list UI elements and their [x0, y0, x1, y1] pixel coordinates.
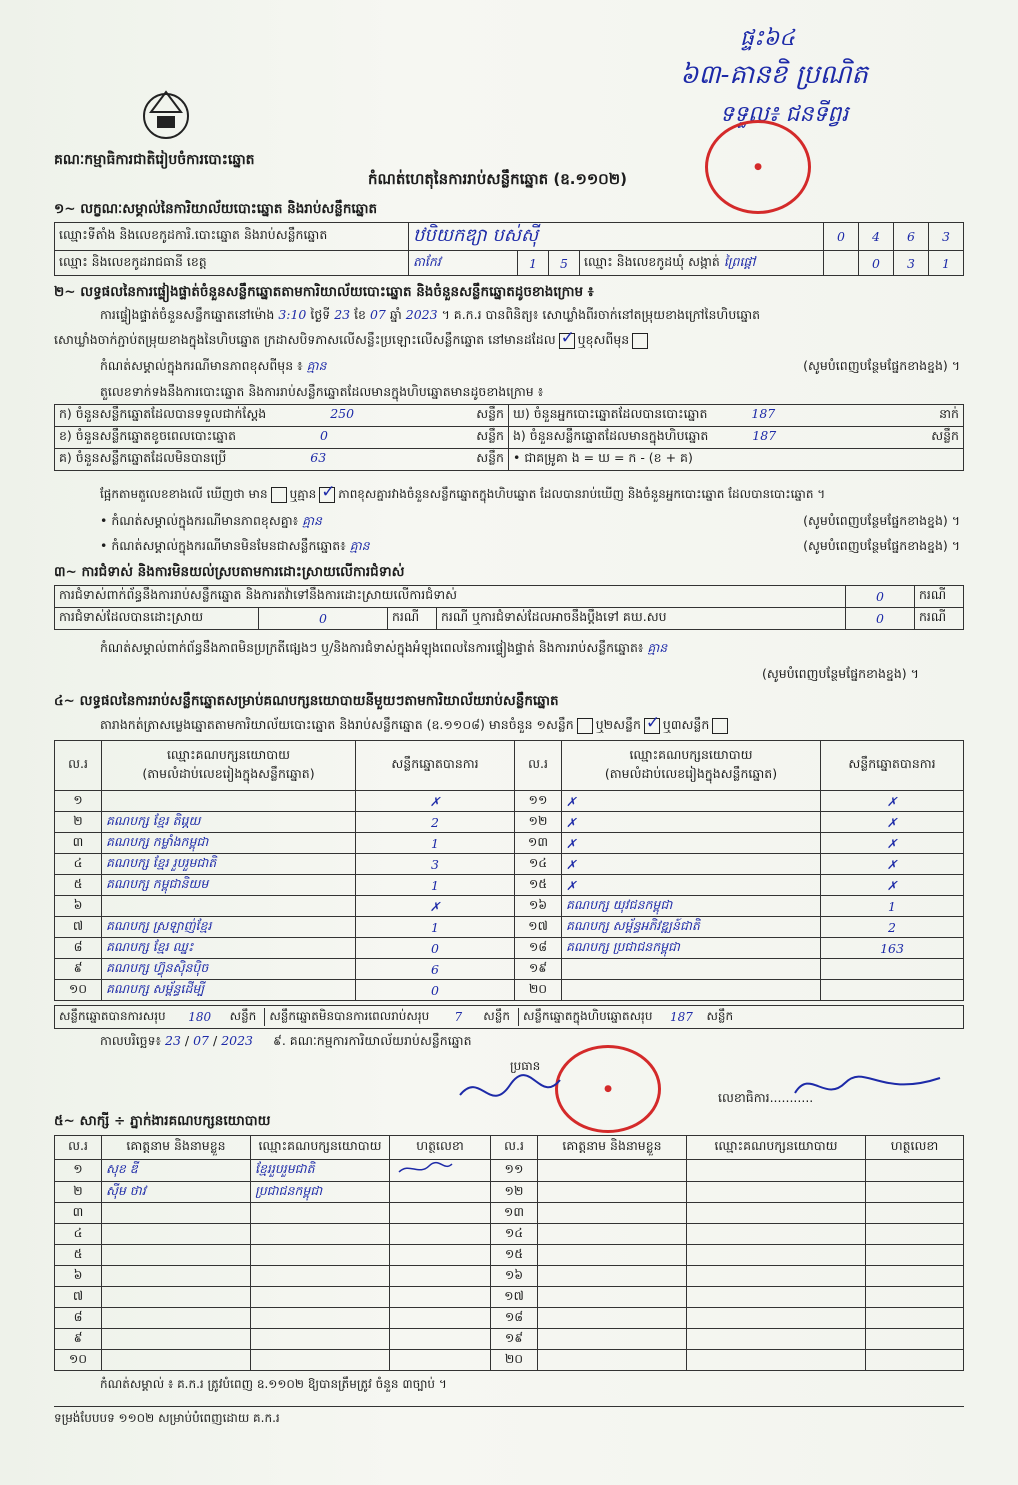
witness-name	[538, 1266, 687, 1287]
witness-row	[55, 1329, 964, 1350]
irregularity-note: កំណត់សម្គាល់ពាក់ព័ន្ធនឹងភាពមិនប្រក្រតីផ្សេងៗ ឬ/និងការជំទាស់ក្នុងអំឡុងពេលនៃការផ្ទៀងផ្ទាត់ និងការរាប់សន្លឹកឆ្នោត៖ គ្មាន	[100, 640, 668, 655]
received-value: 250	[330, 406, 355, 421]
witness-name	[538, 1182, 687, 1203]
witness-name	[102, 1308, 251, 1329]
two-sheets-checkbox[interactable]	[644, 718, 660, 734]
verify-year: 2023	[405, 307, 438, 322]
result-row	[55, 959, 964, 980]
witness-signature	[390, 1287, 491, 1308]
footer-rule	[54, 1406, 964, 1407]
row-number: ១១	[491, 1160, 538, 1182]
spoiled-value: 0	[320, 428, 328, 443]
row-number: ៩	[55, 959, 102, 980]
row-number: ១៧	[491, 1287, 538, 1308]
witness-party	[251, 1329, 390, 1350]
row-number: ២០	[515, 980, 562, 1001]
party-name: ✗	[562, 854, 821, 875]
row-number: ១០	[55, 1350, 102, 1371]
result-row	[55, 938, 964, 959]
witness-signature	[866, 1245, 964, 1266]
row-number: ១	[55, 791, 102, 812]
party-votes: 6	[356, 959, 515, 980]
section-3-title: ៣~ ការជំទាស់ និងការមិនយល់ស្របតាមការដោះស្រាយលើការជំទាស់	[54, 564, 405, 580]
fill-note: (សូមបំពេញបន្ថែមផ្នែកខាងខ្នង) ។	[762, 666, 919, 681]
footnote: កំណត់សម្គាល់ ៖ គ.ក.រ ត្រូវបំពេញ ឧ.១១០២ ឱ្យបានត្រឹមត្រូវ ចំនួន ៣ច្បាប់ ។	[100, 1377, 447, 1391]
party-name: ✗	[562, 791, 821, 812]
party-votes: 2	[821, 917, 964, 938]
station-label: ឈ្មោះទីតាំង និងលេខកូដការិ.បោះឆ្នោត និងរាប់សន្លឹកឆ្នោត	[55, 223, 409, 251]
province-label: ឈ្មោះ និងលេខកូដរាជធានី ខេត្ត	[55, 251, 409, 276]
code-digit: 0	[824, 223, 859, 251]
row-number: ១៥	[491, 1245, 538, 1266]
note-line-3: • កំណត់សម្គាល់ក្នុងករណីមានមិនមែនជាសន្លឹកឆ្នោត៖ គ្មាន (សូមបំពេញបន្ថែមផ្នែកខាងខ្នង) ។	[100, 538, 960, 553]
row-number: ២	[55, 1182, 102, 1203]
witness-name	[538, 1329, 687, 1350]
difference-no-checkbox[interactable]	[319, 487, 335, 503]
result-row	[55, 917, 964, 938]
witness-signature	[390, 1308, 491, 1329]
witness-row	[55, 1287, 964, 1308]
witness-party	[687, 1350, 866, 1371]
witness-party	[687, 1329, 866, 1350]
witness-signature	[390, 1160, 491, 1182]
row-number: ១៤	[515, 854, 562, 875]
row-number: ២	[55, 812, 102, 833]
result-row	[55, 791, 964, 812]
witness-party	[251, 1266, 390, 1287]
witness-party	[251, 1308, 390, 1329]
witness-party	[251, 1287, 390, 1308]
party-name: គណបក្ស សម្ព័ន្ធអភិវឌ្ឍន៍ជាតិ	[562, 917, 821, 938]
witness-name	[102, 1203, 251, 1224]
verify-time: 3:10	[278, 307, 307, 322]
witness-party	[687, 1182, 866, 1203]
verify-day: 23	[334, 307, 351, 322]
result-row	[55, 980, 964, 1001]
witness-signature	[866, 1203, 964, 1224]
row-number: ១៥	[515, 875, 562, 896]
party-name: គណបក្ស ហ៊្វុនស៊ិនប៉ិច	[102, 959, 356, 980]
witness-signature	[866, 1287, 964, 1308]
witness-signature	[390, 1203, 491, 1224]
section-5-title: ៥~ សាក្សី ÷ ភ្នាក់ងារគណបក្សនយោបាយ	[54, 1113, 271, 1129]
chair-label: ប្រធាន	[510, 1059, 541, 1073]
verify-line-2: សោឃ្លាំងចាក់ភ្ជាប់តម្រុយខាងក្នុងនៃហិបឆ្នោត ក្រដាសបិទភាសលើសន្លឹះប្រឡោះលើសន្លឹកឆ្នោត នៅមានដដែល✓ ឬខុសពីមុន	[54, 332, 651, 351]
witness-name	[102, 1245, 251, 1266]
party-votes: ✗	[356, 791, 515, 812]
row-number: ១	[55, 1160, 102, 1182]
voters-value: 187	[751, 406, 776, 421]
results-table: ល.រ ឈ្មោះគណបក្សនយោបាយ (តាមលំដាប់លេខរៀងក្នុងសន្លឹកឆ្នោត) សន្លឹកឆ្នោតបានការ ល.រ ឈ្មោះគណបក្សនយោបាយ (តាមលំដាប់លេខរៀងក្នុងសន្លឹកឆ្នោត) សន្លឹកឆ្នោតបានការ ១ ✗ ១១ ✗ ✗ ២ គណបក្ស ខ្មែរ តិរ្ភេយ 2 ១២ ✗ ✗ ៣ គណបក្ស កម្លាំងកម្ពុជា 1 ១៣ ✗ ✗ ៤ គណបក្ស ខ្មែរ រួបរួមជាតិ 3 ១៤ ✗ ✗ ៥ គណបក្ស កម្ពុជានិយម 1 ១៥ ✗ ✗ ៦ ✗ ១៦ គណបក្ស យុវជនកម្ពុជា 1 ៧ គណបក្ស ស្រឡាញ់ខ្មែរ 1 ១៧ គណបក្ស សម្ព័ន្ធអភិវឌ្ឍន៍ជាតិ 2 ៨ គណបក្ស ខ្មែរ ឈ្នះ 0 ១៨ គណបក្ស ប្រជាជនកម្ពុជា 163 ៩ គណបក្ស ហ៊្វុនស៊ិនប៉ិច 6 ១៩ ១០ គណបក្ស សម្ព័ន្ធដើម្បី 0 ២០	[54, 740, 964, 1001]
party-name: គណបក្ស ខ្មែរ ឈ្នះ	[102, 938, 356, 959]
party-name	[102, 896, 356, 917]
witness-party	[687, 1308, 866, 1329]
party-name: គណបក្ស កម្ពុជានិយម	[102, 875, 356, 896]
row-number: ១១	[515, 791, 562, 812]
party-votes: 1	[821, 896, 964, 917]
emblem-icon	[135, 82, 197, 142]
witness-party: ប្រជាជនកម្ពុជា	[251, 1182, 390, 1203]
party-votes: ✗	[821, 791, 964, 812]
witness-name	[102, 1266, 251, 1287]
hand-note-2: ៦៣-គានខិ ប្រណិត	[680, 60, 868, 90]
code-digit: 1	[518, 251, 549, 276]
party-votes: ✗	[821, 854, 964, 875]
page-title: កំណត់ហេតុនៃការរាប់សន្លឹកឆ្នោត (ឧ.១១០២)	[368, 170, 628, 188]
form-footer: ទម្រង់បែបបទ ១១០២ សម្រាប់បំពេញដោយ គ.ក.រ	[54, 1411, 280, 1425]
row-number: ៦	[55, 1266, 102, 1287]
witness-row	[55, 1160, 964, 1182]
witness-signature	[866, 1224, 964, 1245]
secretary-label: លេខាធិការ...........	[718, 1090, 814, 1105]
witness-name	[102, 1224, 251, 1245]
row-number: ១៦	[515, 896, 562, 917]
row-number: ១០	[55, 980, 102, 1001]
unused-value: 63	[310, 450, 327, 465]
row-number: ១៧	[515, 917, 562, 938]
party-name	[562, 959, 821, 980]
intact-checkbox[interactable]	[559, 333, 575, 349]
row-number: ១២	[515, 812, 562, 833]
row-number: ៥	[55, 1245, 102, 1266]
witness-signature	[866, 1160, 964, 1182]
party-votes: 3	[356, 854, 515, 875]
witness-signature	[866, 1182, 964, 1203]
row-number: ១២	[491, 1182, 538, 1203]
one-sheet-checkbox[interactable]	[577, 718, 593, 734]
code-digit: 5	[549, 251, 580, 276]
row-number: ៣	[55, 833, 102, 854]
party-name: គណបក្ស កម្លាំងកម្ពុជា	[102, 833, 356, 854]
witness-party	[251, 1350, 390, 1371]
province-value: តាកែវ	[409, 251, 518, 276]
station-value: ឋបិយកឌ្យា បស់ស៊ី	[409, 223, 824, 251]
witness-row	[55, 1308, 964, 1329]
row-number: ១៩	[491, 1329, 538, 1350]
witness-row	[55, 1245, 964, 1266]
chair-signature	[450, 1065, 570, 1125]
valid-total: 180	[188, 1010, 212, 1024]
commune-value: ព្រៃផ្ដៅ	[723, 253, 756, 269]
party-votes: 0	[356, 980, 515, 1001]
party-votes: 1	[356, 833, 515, 854]
row-number: ៣	[55, 1203, 102, 1224]
row-number: ៤	[55, 1224, 102, 1245]
note-line-1: កំណត់សម្គាល់ក្នុងករណីមានភាពខុសពីមុន ៖ គ្មាន (សូមបំពេញបន្ថែមផ្នែកខាងខ្នង) ។	[100, 358, 960, 373]
row-number: ១៨	[491, 1308, 538, 1329]
org-name: គណៈកម្មាធិការជាតិរៀបចំការបោះឆ្នោត	[54, 152, 255, 168]
party-name: គណបក្ស សម្ព័ន្ធដើម្បី	[102, 980, 356, 1001]
commune-label: ឈ្មោះ និងលេខកូដឃុំ សង្កាត់	[584, 253, 720, 269]
witness-party	[251, 1224, 390, 1245]
party-votes: 1	[356, 917, 515, 938]
witness-row	[55, 1350, 964, 1371]
party-votes: 1	[356, 875, 515, 896]
witness-name	[538, 1245, 687, 1266]
row-number: ៧	[55, 1287, 102, 1308]
box-total: 187	[670, 1010, 693, 1024]
party-name: គណបក្ស ខ្មែរ តិរ្ភេយ	[102, 812, 356, 833]
witness-name	[102, 1329, 251, 1350]
hand-note-3: ទទួល៖ ជនទីព្វរ	[720, 102, 849, 127]
result-row	[55, 896, 964, 917]
row-number: ៤	[55, 854, 102, 875]
hand-note-1: ផ្ទះ៦៤	[740, 26, 795, 51]
witness-party	[687, 1287, 866, 1308]
party-votes: 0	[356, 938, 515, 959]
witness-signature	[866, 1350, 964, 1371]
party-votes: ✗	[356, 896, 515, 917]
row-number: ២០	[491, 1350, 538, 1371]
party-votes: 163	[821, 938, 964, 959]
code-digit: 6	[894, 223, 929, 251]
ballots-in-box-value: 187	[752, 428, 777, 443]
witness-name	[538, 1224, 687, 1245]
party-name: ✗	[562, 833, 821, 854]
code-digit: 1	[929, 251, 964, 276]
code-digit: 4	[859, 223, 894, 251]
difference-line: ផ្អែកតាមតួលេខខាងលើ ឃើញថា មាន ឬគ្មាន✓ ភាពខុសគ្នារវាងចំនួនសន្លឹកឆ្នោតក្នុងហិបឆ្នោត ដែលបានរាប់ឃើញ និងចំនួនអ្នកបោះឆ្នោត ដែលបានបោះឆ្នោត ។	[100, 486, 825, 504]
invalid-total: 7	[454, 1010, 463, 1024]
section-2-title: ២~ លទ្ធផលនៃការផ្ទៀងផ្ទាត់ចំនួនសន្លឹកឆ្នោតតាមការិយាល័យបោះឆ្នោត និងចំនួនសន្លឹកឆ្នោតដូចខាងក្រោម ៖	[54, 284, 594, 300]
row-number: ៥	[55, 875, 102, 896]
witness-party	[687, 1245, 866, 1266]
witness-name: សុខ ឌី	[102, 1160, 251, 1182]
witness-name	[102, 1287, 251, 1308]
witness-name	[538, 1287, 687, 1308]
objection-table: ការជំទាស់ពាក់ព័ន្ធនឹងការរាប់សន្លឹកឆ្នោត និងការតវ៉ាទៅនឹងការដោះស្រាយលើការជំទាស់ 0 ករណី ការជំទាស់ដែលបានដោះស្រាយ 0 ករណី ករណី ឬការជំទាស់ដែលអាចនឹងប្ដឹងទៅ គឃ.សប 0 ករណី	[54, 585, 964, 630]
result-row	[55, 833, 964, 854]
row-number: ១៤	[491, 1224, 538, 1245]
tally-sheets-line: តារាងកត់ត្រាសម្លេងឆ្នោតតាមការិយាល័យបោះឆ្នោត និងរាប់សន្លឹកឆ្នោត (ឧ.១១០៨) មានចំនួន ១សន្លឹក ឬ២សន្លឹក✓ ឬ៣សន្លឹក	[100, 717, 731, 736]
party-votes: 2	[356, 812, 515, 833]
row-number: ១៣	[491, 1203, 538, 1224]
witness-party	[251, 1245, 390, 1266]
party-name: គណបក្ស យុវជនកម្ពុជា	[562, 896, 821, 917]
party-name: គណបក្ស ប្រជាជនកម្ពុជា	[562, 938, 821, 959]
witness-name: ស៊ីម ថាវ	[102, 1182, 251, 1203]
witness-name	[538, 1308, 687, 1329]
totals-row: សន្លឹកឆ្នោតបានការសរុប 180 សន្លឹក សន្លឹកឆ្នោតមិនបានការពេលរាប់សរុប 7 សន្លឹក សន្លឹកឆ្នោតក្នុងហិបឆ្នោតសរុប 187 សន្លឹក	[54, 1005, 964, 1029]
row-number: ៧	[55, 917, 102, 938]
witness-party: ខ្មែររួបរួមជាតិ	[251, 1160, 390, 1182]
witness-party	[687, 1266, 866, 1287]
witness-party	[251, 1203, 390, 1224]
witness-row	[55, 1182, 964, 1203]
witness-signature	[866, 1329, 964, 1350]
row-number: ១៦	[491, 1266, 538, 1287]
difference-yes-checkbox[interactable]	[271, 487, 287, 503]
witness-signature	[390, 1245, 491, 1266]
witness-name	[538, 1203, 687, 1224]
verify-month: 07	[369, 307, 386, 322]
station-table	[54, 222, 964, 276]
witness-party	[687, 1203, 866, 1224]
witness-name	[538, 1350, 687, 1371]
verify-line-1: ការផ្ទៀងផ្ទាត់ចំនួនសន្លឹកឆ្នោតនៅម៉ោង 3:10 ថ្ងៃទី 23 ខែ 07 ឆ្នាំ 2023 ។ គ.ក.រ បានពិនិត្យ៖ សោឃ្លាំងពីរចាក់នៅតម្រុយខាងក្រៅនៃហិបឆ្នោត	[100, 307, 761, 322]
changed-checkbox[interactable]	[632, 333, 648, 349]
party-votes	[821, 980, 964, 1001]
witness-row	[55, 1224, 964, 1245]
party-votes: ✗	[821, 833, 964, 854]
result-row	[55, 812, 964, 833]
code-digit: 0	[859, 251, 894, 276]
row-number: ៩	[55, 1329, 102, 1350]
witness-signature	[390, 1224, 491, 1245]
row-number: ១៩	[515, 959, 562, 980]
row-number: ៨	[55, 1308, 102, 1329]
witness-signature	[390, 1329, 491, 1350]
official-stamp-bottom: ●	[555, 1045, 661, 1133]
party-votes: ✗	[821, 875, 964, 896]
party-name	[102, 791, 356, 812]
official-stamp-top: ●	[705, 120, 811, 214]
witness-signature	[390, 1182, 491, 1203]
witness-signature	[866, 1266, 964, 1287]
note-line-2: • កំណត់សម្គាល់ក្នុងករណីមានភាពខុសគ្នា៖ គ្មាន (សូមបំពេញបន្ថែមផ្នែកខាងខ្នង) ។	[100, 513, 960, 528]
figures-table: ក) ចំនួនសន្លឹកឆ្នោតដែលបានទទួលជាក់ស្ដែង 250 សន្លឹក ឃ) ចំនួនអ្នកបោះឆ្នោតដែលបានបោះឆ្នោត 187 នាក់ ខ) ចំនួនសន្លឹកឆ្នោតខូចពេលបោះឆ្នោត 0 សន្លឹក ង) ចំនួនសន្លឹកឆ្នោតដែលមានក្នុងហិបឆ្នោត 187 សន្លឹក គ) ចំនួនសន្លឹកឆ្នោតដែលមិនបានប្រើ 63 សន្លឹក • ជាគម្រូគា ង = ឃ = ក - (ខ + គ)	[54, 404, 964, 471]
section-1-title: ១~ លក្ខណៈសម្គាល់នៃការិយាល័យបោះឆ្នោត និងរាប់សន្លឹកឆ្នោត	[54, 201, 378, 217]
witness-row	[55, 1203, 964, 1224]
result-row	[55, 875, 964, 896]
party-votes: ✗	[821, 812, 964, 833]
witness-name	[538, 1160, 687, 1182]
witness-signature-mark	[394, 1160, 454, 1178]
witness-signature	[390, 1350, 491, 1371]
code-digit: 3	[929, 223, 964, 251]
row-number: ១៨	[515, 938, 562, 959]
party-name: ✗	[562, 812, 821, 833]
party-name: គណបក្ស ខ្មែរ រួបរួមជាតិ	[102, 854, 356, 875]
witness-table: ល.រ គោត្តនាម និងនាមខ្លួន ឈ្មោះគណបក្សនយោបាយ ហត្ថលេខា ល.រ គោត្តនាម និងនាមខ្លួន ឈ្មោះគណបក្សនយោបាយ ហត្ថលេខា ១ សុខ ឌី ខ្មែររួបរួមជាតិ ១១ ២ ស៊ីម ថាវ ប្រជាជនកម្ពុជា ១២ ៣ ១៣ ៤ ១៤ ៥ ១៥ ៦ ១៦ ៧ ១៧ ៨ ១៨ ៩ ១៩ ១០ ២០	[54, 1135, 964, 1371]
witness-party	[687, 1160, 866, 1182]
code-digit: 3	[894, 251, 929, 276]
party-name: ✗	[562, 875, 821, 896]
party-name: គណបក្ស ស្រឡាញ់ខ្មែរ	[102, 917, 356, 938]
witness-name	[102, 1350, 251, 1371]
witness-row	[55, 1266, 964, 1287]
row-number: ១៣	[515, 833, 562, 854]
row-number: ៨	[55, 938, 102, 959]
witness-signature	[866, 1308, 964, 1329]
witness-party	[687, 1224, 866, 1245]
result-row	[55, 854, 964, 875]
figures-intro: តួលេខទាក់ទងនឹងការបោះឆ្នោត និងការរាប់សន្លឹកឆ្នោតដែលមានក្នុងហិបឆ្នោតមានដូចខាងក្រោម ៖	[100, 384, 544, 399]
secretary-signature	[790, 1068, 950, 1108]
section-4-title: ៤~ លទ្ធផលនៃការរាប់សន្លឹកឆ្នោតសម្រាប់គណបក្សនយោបាយនីមួយៗតាមការិយាល័យរាប់សន្លឹកឆ្នោត	[54, 693, 559, 709]
party-votes	[821, 959, 964, 980]
date-line: កាលបរិច្ឆេទ៖ 23 / 07 / 2023 ៩. គណៈកម្មការការិយាល័យរាប់សន្លឹកឆ្នោត	[100, 1033, 472, 1048]
row-number: ៦	[55, 896, 102, 917]
three-sheets-checkbox[interactable]	[712, 718, 728, 734]
witness-signature	[390, 1266, 491, 1287]
party-name	[562, 980, 821, 1001]
